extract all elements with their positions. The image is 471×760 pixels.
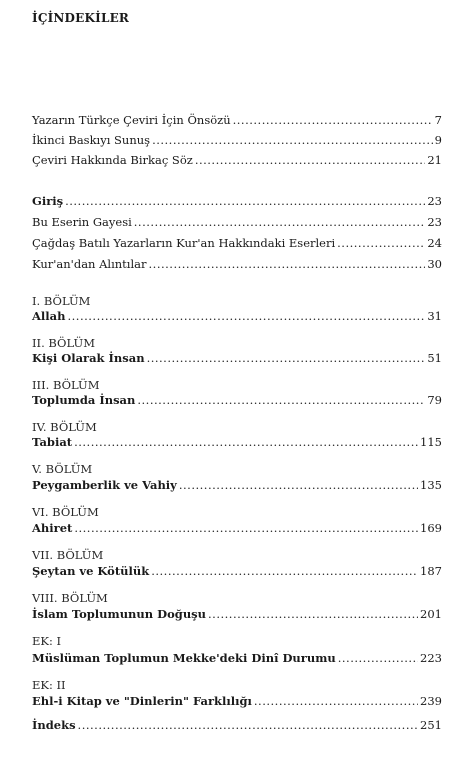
section-label: I. BÖLÜM [32,294,91,308]
dot-leader [137,393,425,407]
section-page: 79 [427,393,442,407]
section-entry [32,309,442,323]
section-title: İslam Toplumunun Doğuşu [32,607,207,621]
toc-entry-page: 21 [427,153,442,167]
section-entry [32,607,442,621]
toc-entry-title: Bu Eserin Gayesi [32,215,132,229]
toc-entry [32,113,442,127]
dot-leader [151,564,418,578]
dot-leader [195,153,426,167]
dot-leader [149,257,426,271]
dot-leader [337,236,425,250]
section-page: 51 [427,351,442,365]
section-title: Ahiret [32,521,73,535]
dot-leader [179,478,418,492]
toc-entry-page: 30 [427,257,442,271]
section-label: IV. BÖLÜM [32,420,97,434]
section-label: EK: II [32,678,66,692]
section-entry [32,521,442,535]
toc-entry-title: İkinci Baskıyı Sunuş [32,133,151,147]
dot-leader [338,651,418,665]
section-label: EK: I [32,634,62,648]
section-title: Müslüman Toplumun Mekke'deki Dinî Durumu [32,651,336,665]
toc-entry-title: Yazarın Türkçe Çeviri İçin Önsözü [32,113,231,127]
dot-leader [152,133,433,147]
dot-leader [78,718,419,732]
dot-leader [233,113,433,127]
dot-leader [254,694,418,708]
toc-entry-page: 23 [427,194,442,208]
section-page: 223 [420,651,442,665]
toc-entry-page: 24 [427,236,442,250]
section-page: 239 [420,694,442,708]
toc-entry-title: Kur'an'dan Alıntılar [32,257,147,271]
toc-entry-page: 7 [434,113,442,127]
section-title: Şeytan ve Kötülük [32,564,150,578]
dot-leader [134,215,426,229]
index-entry [32,718,442,732]
section-title: Tabiat [32,435,73,449]
index-title: İndeks [32,718,76,732]
dot-leader [208,607,418,621]
section-page: 187 [420,564,442,578]
section-entry [32,478,442,492]
section-label: III. BÖLÜM [32,378,100,392]
section-page: 115 [420,435,442,449]
toc-heading: İÇİNDEKİLER [32,11,130,25]
dot-leader [147,351,426,365]
toc-entry [32,236,442,250]
section-label: VIII. BÖLÜM [32,591,108,605]
toc-entry-page: 9 [434,133,442,147]
toc-entry-title: Çağdaş Batılı Yazarların Kur'an Hakkındaki Eserleri [32,236,336,250]
section-page: 201 [420,607,442,621]
section-page: 135 [420,478,442,492]
toc-entry [32,133,442,147]
section-page: 169 [420,521,442,535]
section-label: II. BÖLÜM [32,336,95,350]
dot-leader [67,309,425,323]
dot-leader [65,194,425,208]
section-title: Toplumda İnsan [32,393,136,407]
section-entry [32,651,442,665]
section-label: VI. BÖLÜM [32,505,99,519]
section-title: Ehl-i Kitap ve "Dinlerin" Farklılığı [32,694,252,708]
toc-entry-title: Giriş [32,194,64,208]
toc-entry [32,215,442,229]
dot-leader [74,521,418,535]
section-title: Peygamberlik ve Vahiy [32,478,177,492]
section-title: Allah [32,309,66,323]
section-page: 31 [427,309,442,323]
section-entry [32,393,442,407]
section-entry [32,435,442,449]
toc-entry-page: 23 [427,215,442,229]
section-label: V. BÖLÜM [32,462,93,476]
toc-entry [32,153,442,167]
section-label: VII. BÖLÜM [32,548,104,562]
section-entry [32,694,442,708]
toc-entry-title: Çeviri Hakkında Birkaç Söz [32,153,193,167]
section-entry [32,564,442,578]
toc-entry [32,194,442,208]
dot-leader [74,435,418,449]
section-entry [32,351,442,365]
section-title: Kişi Olarak İnsan [32,351,145,365]
toc-entry [32,257,442,271]
index-page: 251 [420,718,442,732]
